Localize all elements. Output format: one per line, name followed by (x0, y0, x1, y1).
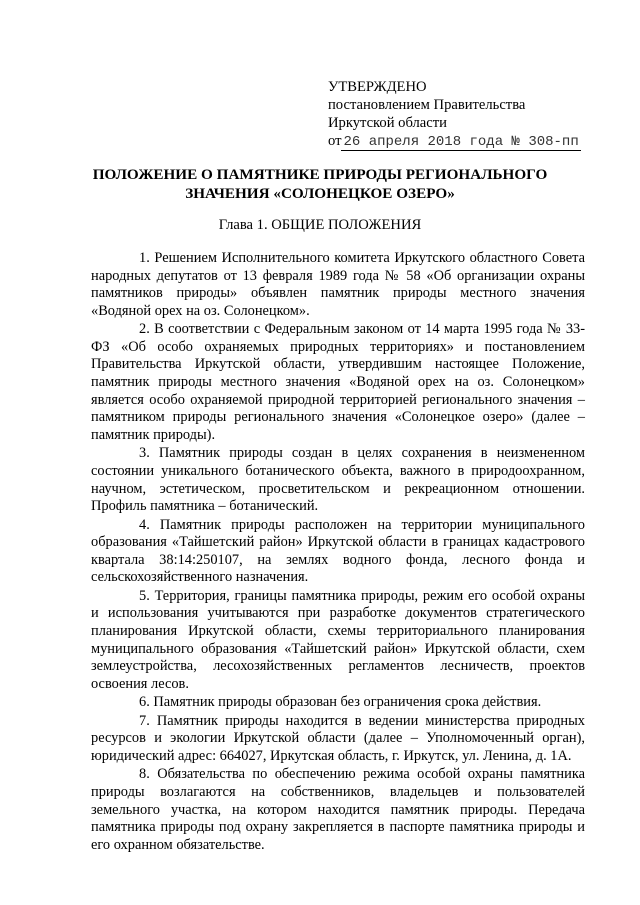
approval-stamp (328, 78, 581, 151)
paragraph-6: 6. Памятник природы образован без ограничения срока действия. (139, 694, 542, 711)
paragraph-2: 2. В соответствии с Федеральным законом от 14 марта 1995 года № 33-ФЗ «Об особо охраняемых природных территориях» и постановлением Правительства Иркутской области, утвердившим настоящее Положение, памятник природы местного значения «Водяной орех на оз. Солонецком» является особо охраняемой природной территорией регионального значения – памятником природы регионального значения «Солонецкое озеро» (далее – памятник природы). (91, 321, 585, 443)
paragraph-8: 8. Обязательства по обеспечению режима особой охраны памятника природы возлагаются на собственников, владельцев и пользователей земельного участка, на котором находится памятник природы. Передача памятника природы под охрану закрепляется в паспорте памятника природы и его охранном обязательстве. (91, 766, 585, 853)
approval-region: Иркутской области (328, 115, 447, 131)
document-body (91, 250, 585, 855)
document-title-line-1: ПОЛОЖЕНИЕ О ПАМЯТНИКЕ ПРИРОДЫ РЕГИОНАЛЬНОГО (92, 166, 548, 183)
document-title (60, 165, 580, 203)
approval-date-value: 26 апреля 2018 года № 308-пп (343, 134, 579, 150)
paragraph-5: 5. Территория, границы памятника природы, режим его особой охраны и использования учитываются при разработке документов стратегического планирования Иркутской области, схемы территориального планирования муниципального образования «Тайшетский район» Иркутской области, схем землеустройства, лесохозяйственных регламентов лесничеств, проектов освоения лесов. (91, 587, 585, 692)
chapter-heading: Глава 1. ОБЩИЕ ПОЛОЖЕНИЯ (218, 217, 422, 233)
approval-date-line (328, 132, 581, 151)
approval-issuer: постановлением Правительства (328, 97, 526, 113)
approval-date-prefix: от (328, 133, 342, 149)
paragraph-7: 7. Памятник природы находится в ведении министерства природных ресурсов и экологии Иркутской области (далее – Уполномоченный орган), юридический адрес: 664027, Иркутская область, г. Иркутск, ул. Ленина, д. 1А. (91, 712, 585, 764)
paragraph-4: 4. Памятник природы расположен на территории муниципального образования «Тайшетский район» Иркутской области в границах кадастрового квартала 38:14:250107, на землях водного фонда, лесного фонда и сельскохозяйственного назначения. (91, 516, 585, 586)
approval-heading: УТВЕРЖДЕНО (328, 79, 427, 95)
document-title-line-2: ЗНАЧЕНИЯ «СОЛОНЕЦКОЕ ОЗЕРО» (185, 185, 455, 202)
paragraph-1: 1. Решением Исполнительного комитета Иркутского областного Совета народных депутатов от 13 февраля 1989 года № 58 «Об организации охраны памятников природы» объявлен памятник природы местного значения «Водяной орех на оз. Солонецком». (91, 250, 585, 319)
paragraph-3: 3. Памятник природы создан в целях сохранения в неизмененном состоянии уникального ботанического объекта, важного в природоохранном, научном, эстетическом, просветительском и рекреационном отношении. Профиль памятника – ботанический. (91, 445, 585, 515)
